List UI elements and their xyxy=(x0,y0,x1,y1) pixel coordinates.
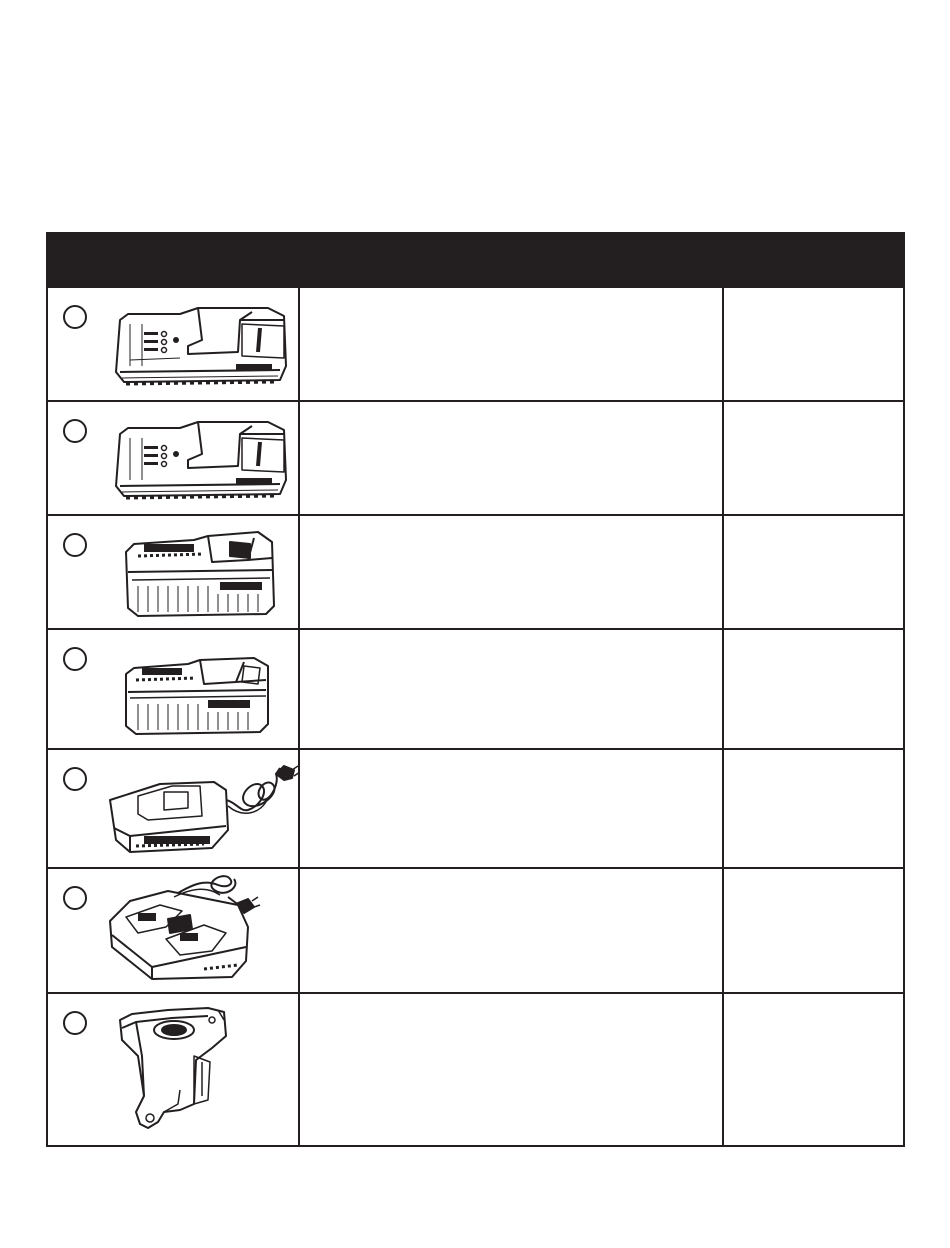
part-number-circle xyxy=(63,886,87,910)
table-row xyxy=(47,749,904,868)
header-description xyxy=(299,233,723,287)
table-row xyxy=(47,401,904,515)
part-quantity xyxy=(723,868,904,993)
table-row xyxy=(47,993,904,1146)
dual-port-charger-icon xyxy=(108,875,298,987)
compact-battery-pack-icon xyxy=(108,294,298,394)
part-quantity xyxy=(723,993,904,1146)
part-description xyxy=(299,401,723,515)
mid-capacity-battery-pack-icon xyxy=(108,636,298,740)
part-image-cell xyxy=(47,993,299,1146)
compact-battery-pack-icon xyxy=(108,408,298,508)
header-quantity xyxy=(723,233,904,287)
single-port-charger-icon xyxy=(108,756,298,860)
part-number-circle xyxy=(63,767,87,791)
part-description xyxy=(299,993,723,1146)
part-quantity xyxy=(723,515,904,629)
part-image-cell xyxy=(47,287,299,401)
wall-mount-bracket-icon xyxy=(108,1000,258,1140)
table-row xyxy=(47,629,904,749)
part-number-circle xyxy=(63,419,87,443)
parts-table xyxy=(46,232,905,1147)
part-number-circle xyxy=(63,533,87,557)
part-number-circle xyxy=(63,1011,87,1035)
table-header-row xyxy=(47,233,904,287)
part-quantity xyxy=(723,749,904,868)
part-image-cell xyxy=(47,629,299,749)
part-image-cell xyxy=(47,401,299,515)
part-description xyxy=(299,629,723,749)
table-row xyxy=(47,287,904,401)
table-row xyxy=(47,515,904,629)
part-number-circle xyxy=(63,305,87,329)
high-capacity-battery-pack-icon xyxy=(108,522,298,622)
part-quantity xyxy=(723,287,904,401)
part-description xyxy=(299,287,723,401)
part-quantity xyxy=(723,629,904,749)
part-description xyxy=(299,749,723,868)
header-image xyxy=(47,233,299,287)
part-number-circle xyxy=(63,647,87,671)
part-description xyxy=(299,868,723,993)
part-quantity xyxy=(723,401,904,515)
part-image-cell xyxy=(47,749,299,868)
table-row xyxy=(47,868,904,993)
part-image-cell xyxy=(47,868,299,993)
part-description xyxy=(299,515,723,629)
part-image-cell xyxy=(47,515,299,629)
